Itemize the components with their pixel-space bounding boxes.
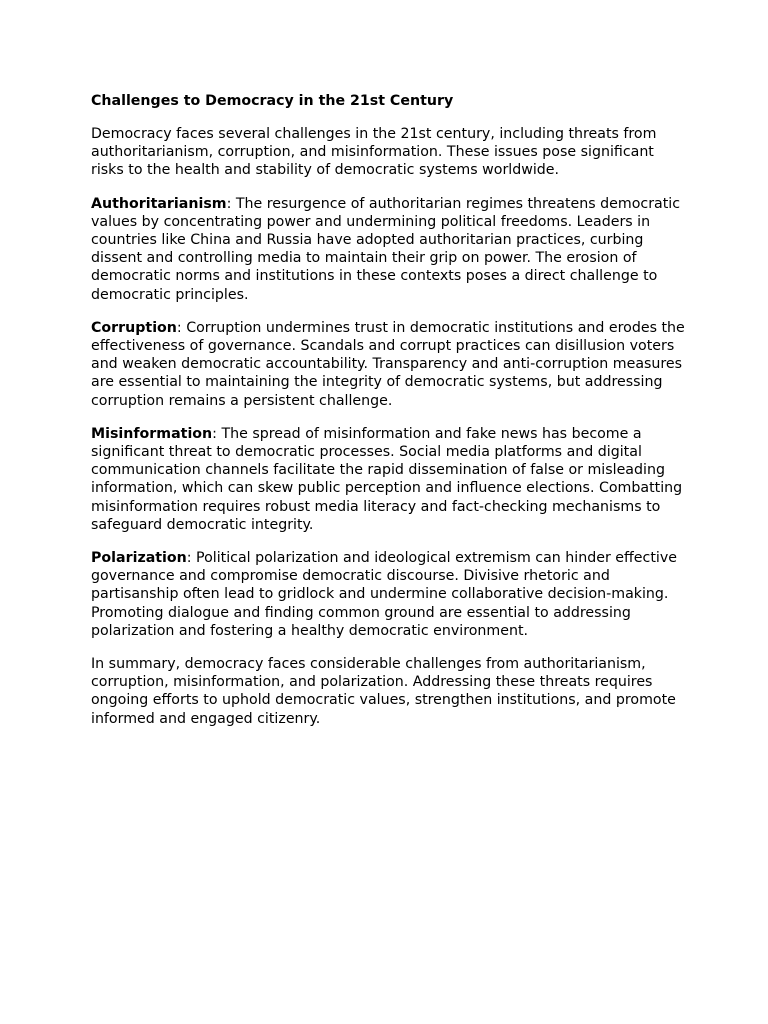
section-authoritarianism [91,195,691,304]
section-text: : Political polarization and ideological extremism can hinder effective governance and compromise democratic discourse. Divisive rhetoric and partisanship often lead to gridlock and undermine collaborative decision-making. Promoting dialogue and finding common ground are essential to addressing polarization and fostering a healthy democratic environment. [91,550,677,639]
section-misinformation [91,425,691,534]
section-text: : The resurgence of authoritarian regimes threatens democratic values by concentrating power and undermining political freedoms. Leaders in countries like China and Russia have adopted authoritarian practices, curbing dissent and controlling media to maintain their grip on power. The erosion of democratic norms and institutions in these contexts poses a direct challenge to democratic principles. [91,195,681,303]
section-term: Corruption [91,319,177,336]
section-polarization [91,549,691,640]
section-text: : The spread of misinformation and fake news has become a significant threat to democratic processes. Social media platforms and digital communication channels facilitate the rapid dissemination of false or misleading information, which can skew public perception and influence elections. Combatting misinformation requires robust media literacy and fact-checking mechanisms to safeguard democratic integrity. [91,425,683,533]
section-term: Authoritarianism [91,195,227,212]
section-term: Polarization [91,550,187,567]
summary-paragraph: In summary, democracy faces considerable challenges from authoritarianism, corruption, misinformation, and polarization. Addressing these threats requires ongoing efforts to uphold democratic values, strengthen institutions, and promote informed and engaged citizenry. [91,656,676,727]
intro-paragraph: Democracy faces several challenges in the 21st century, including threats from authoritarianism, corruption, and misinformation. These issues pose significant risks to the health and stability of democratic systems worldwide. [91,126,657,179]
document-title: Challenges to Democracy in the 21st Century [91,93,454,109]
document-page [91,92,691,743]
section-corruption [91,319,691,410]
section-text: : Corruption undermines trust in democratic institutions and erodes the effectiveness of governance. Scandals and corrupt practices can disillusion voters and weaken democratic accountability. Transparency and anti-corruption measures are essential to maintaining the integrity of democratic systems, but addressing corruption remains a persistent challenge. [91,319,685,409]
section-term: Misinformation [91,425,213,442]
